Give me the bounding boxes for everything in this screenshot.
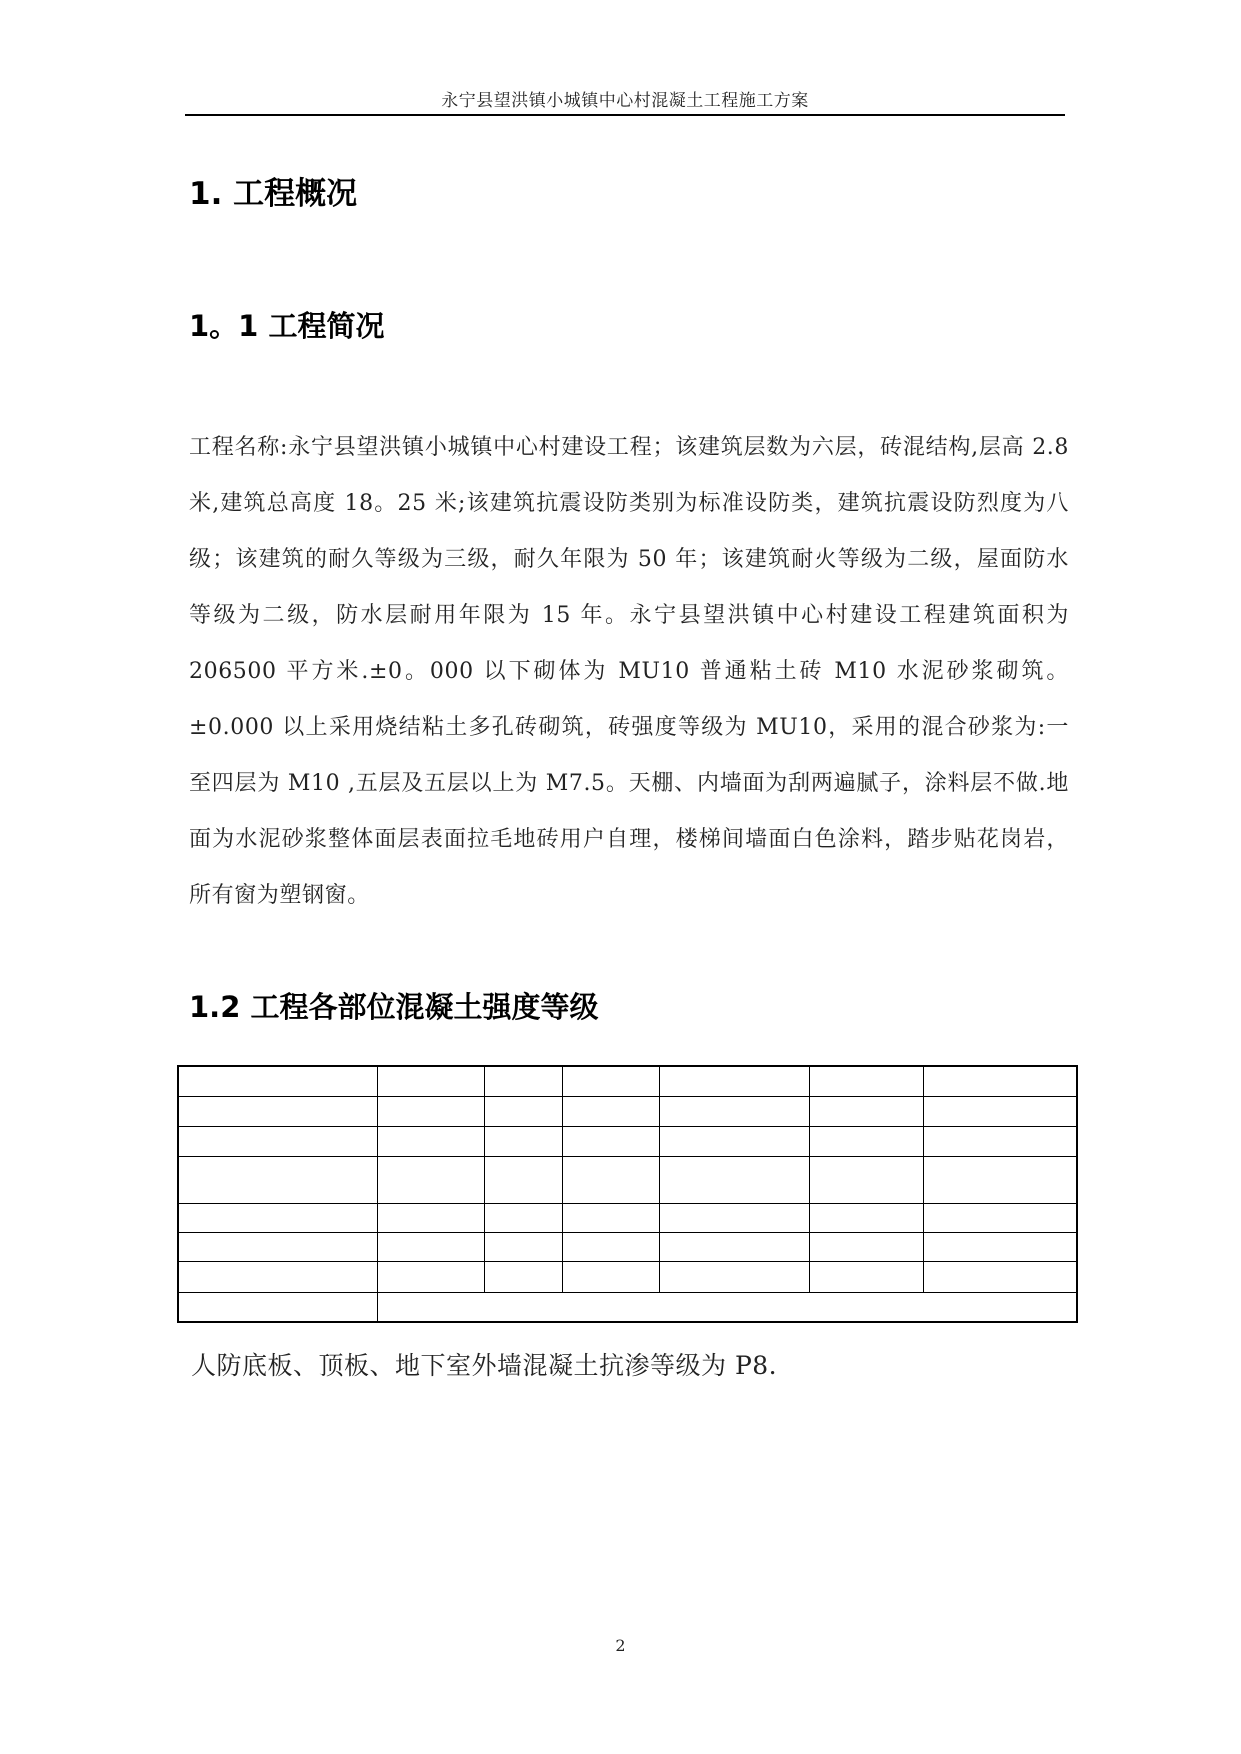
table-cell: [809, 1232, 923, 1261]
table-cell: [809, 1203, 923, 1232]
table-cell: [484, 1126, 562, 1156]
table-cell: [659, 1261, 809, 1292]
table-cell: [377, 1126, 484, 1156]
table-cell-merged: [377, 1292, 1077, 1322]
table-cell: [562, 1203, 659, 1232]
table-cell: [178, 1203, 377, 1232]
concrete-grade-table: [177, 1065, 1078, 1323]
impermeability-note: 人防底板、顶板、地下室外墙混凝土抗渗等级为 P8.: [191, 1351, 778, 1380]
table-cell: [178, 1066, 377, 1096]
table-cell: [178, 1096, 377, 1126]
table-row: [178, 1156, 1077, 1203]
project-overview-paragraph: 工程名称:永宁县望洪镇小城镇中心村建设工程；该建筑层数为六层，砖混结构,层高 2.8 米,建筑总高度 18。25 米;该建筑抗震设防类别为标准设防类，建筑抗震设防烈度为八级；该建筑的耐久等级为三级，耐久年限为 50 年；该建筑耐火等级为二级，屋面防水等级为二级，防水层耐用年限为 15 年。永宁县望洪镇中心村建设工程建筑面积为 206500 平方米.±0。000 以下砌体为 MU10 普通粘土砖 M10 水泥砂浆砌筑。±0.000 以上采用烧结粘土多孔砖砌筑，砖强度等级为 MU10，采用的混合砂浆为:一至四层为 M10 ,五层及五层以上为 M7.5。天棚、内墙面为刮两遍腻子，涂料层不做.地面为水泥砂浆整体面层表面拉毛地砖用户自理，楼梯间墙面白色涂料，踏步贴花岗岩，所有窗为塑钢窗。: [189, 435, 1069, 908]
page-number: 2: [615, 1636, 626, 1655]
table-cell: [923, 1156, 1077, 1203]
table-cell: [178, 1156, 377, 1203]
table-cell: [562, 1261, 659, 1292]
table-cell: [377, 1096, 484, 1126]
section-heading-1: 1. 工程概况: [189, 176, 358, 212]
table-cell: [809, 1126, 923, 1156]
table-row: [178, 1292, 1077, 1322]
table-cell: [562, 1126, 659, 1156]
table-cell: [923, 1066, 1077, 1096]
table-cell: [377, 1066, 484, 1096]
table-cell: [562, 1096, 659, 1126]
table-row: [178, 1203, 1077, 1232]
table-cell: [562, 1156, 659, 1203]
table-row: [178, 1232, 1077, 1261]
table-cell: [809, 1156, 923, 1203]
table-cell: [178, 1292, 377, 1322]
table-cell: [809, 1261, 923, 1292]
table-cell: [659, 1203, 809, 1232]
table-cell: [659, 1126, 809, 1156]
table-cell: [178, 1261, 377, 1292]
table-cell: [377, 1156, 484, 1203]
section-heading-1-2: 1.2 工程各部位混凝土强度等级: [189, 990, 599, 1024]
table-cell: [484, 1261, 562, 1292]
table-row: [178, 1126, 1077, 1156]
table-row: [178, 1066, 1077, 1096]
table-cell: [178, 1126, 377, 1156]
table-cell: [659, 1156, 809, 1203]
table-cell: [659, 1096, 809, 1126]
table-cell: [659, 1066, 809, 1096]
table-cell: [562, 1066, 659, 1096]
table-cell: [178, 1232, 377, 1261]
table-cell: [809, 1096, 923, 1126]
table-cell: [484, 1232, 562, 1261]
table-cell: [923, 1096, 1077, 1126]
page-header: 永宁县望洪镇小城镇中心村混凝土工程施工方案: [441, 91, 809, 111]
table-cell: [377, 1232, 484, 1261]
table-cell: [923, 1261, 1077, 1292]
table-cell: [484, 1066, 562, 1096]
table-row: [178, 1096, 1077, 1126]
table-cell: [484, 1096, 562, 1126]
table-cell: [809, 1066, 923, 1096]
table-cell: [923, 1126, 1077, 1156]
table-cell: [377, 1261, 484, 1292]
table-cell: [377, 1203, 484, 1232]
table-cell: [659, 1232, 809, 1261]
header-rule: [185, 114, 1065, 116]
section-heading-1-1: 1。1 工程简况: [189, 309, 385, 343]
table-cell: [923, 1203, 1077, 1232]
table-cell: [562, 1232, 659, 1261]
table-cell: [484, 1156, 562, 1203]
table-cell: [484, 1203, 562, 1232]
table-cell: [923, 1232, 1077, 1261]
table-row: [178, 1261, 1077, 1292]
